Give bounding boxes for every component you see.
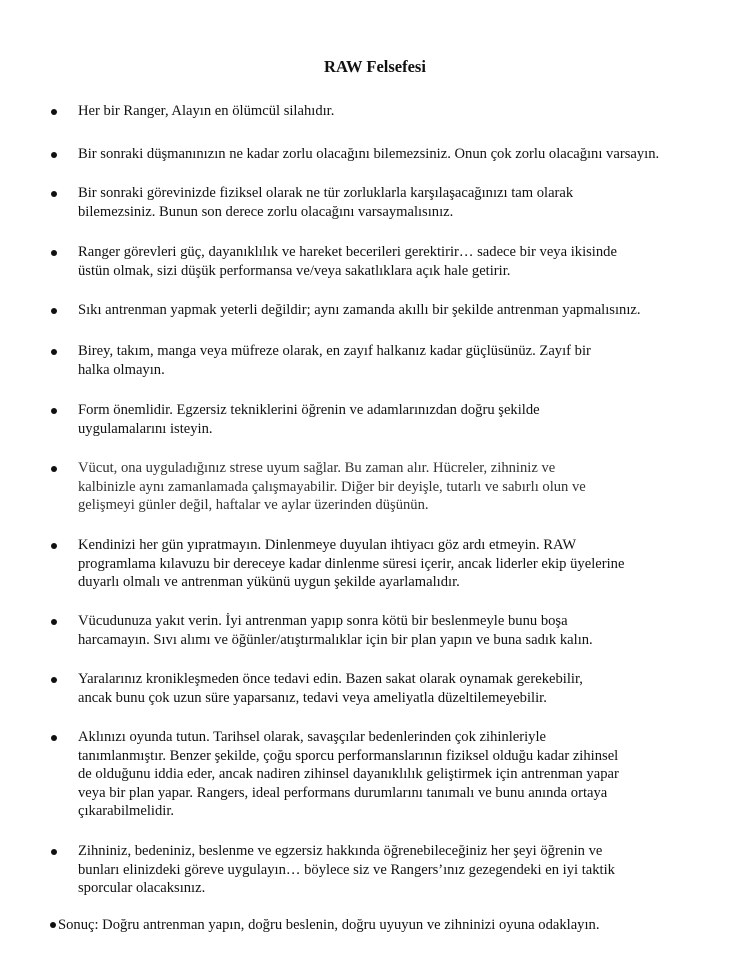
bullet-icon [51,408,57,414]
conclusion-text: Sonuç: Doğru antrenman yapın, doğru beslenin, doğru uyuyun ve zihninizi oyuna odaklayın. [58,917,600,933]
bullet-icon [51,619,57,625]
list-item-text: Birey, takım, manga veya müfreze olarak, en zayıf halkanız kadar güçlüsünüz. Zayıf bir halka olmayın. [78,343,591,378]
list-item-text: Vücudunuza yakıt verin. İyi antrenman yapıp sonra kötü bir beslenmeyle bunu boşa harcamayın. Sıvı alımı ve öğünler/atıştırmalıklar için bir plan yapın ve buna sadık kalın. [78,613,593,648]
document-title: RAW Felsefesi [324,57,426,76]
list-item-text: Aklınızı oyunda tutun. Tarihsel olarak, savaşçılar bedenlerinden çok zihinleriyle tanımlanmıştır. Benzer şekilde, çoğu sporcu performanslarının fiziksel olduğu kadar zihinsel de olduğunu iddia eder, ancak nadiren zihinsel dayanıklılık geliştirmek için antrenman yapar veya bir plan yapar. Rangers, ideal performans durumlarını tanımalı ve bunu anında ortaya çıkarabilmelidir. [78,729,619,820]
list-item-text: Form önemlidir. Egzersiz tekniklerini öğrenin ve adamlarınızdan doğru şekilde uygulamalarını isteyin. [78,402,540,437]
bullet-icon [51,349,57,355]
bullet-icon [51,308,57,314]
bullet-icon [51,152,57,158]
list-item-text: Sıkı antrenman yapmak yeterli değildir; aynı zamanda akıllı bir şekilde antrenman yapmalısınız. [78,302,641,318]
bullet-icon [51,191,57,197]
bullet-icon [51,735,57,741]
list-item-text: Zihniniz, bedeniniz, beslenme ve egzersiz hakkında öğrenebileceğiniz her şeyi öğrenin ve bunları elinizdeki göreve uygulayın… böylece siz ve Rangers’ınız gezegendeki en iyi taktik sporcular olacaksınız. [78,843,615,897]
bullet-icon [51,250,57,256]
list-item-text: Bir sonraki düşmanınızın ne kadar zorlu olacağını bilemezsiniz. Onun çok zorlu olacağını varsayın. [78,146,660,162]
conclusion [50,916,599,935]
list-item-text: Yaralarınız kronikleşmeden önce tedavi edin. Bazen sakat olarak oynamak gerekebilir, ancak bunu çok uzun süre yaparsanız, tedavi veya ameliyatla düzeltilemeyebilir. [78,671,583,706]
list-item-text: Bir sonraki görevinizde fiziksel olarak ne tür zorluklarla karşılaşacağınızı tam olarak bilemezsiniz. Bunun son derece zorlu olacağını varsaymalısınız. [78,185,574,220]
list-item-text: Kendinizi her gün yıpratmayın. Dinlenmeye duyulan ihtiyacı göz ardı etmeyin. RAW programlama kılavuzu bir dereceye kadar dinlenme süresi içerir, ancak liderler ekip üyelerine duyarlı olmalı ve antrenman yükünü uygun şekilde ayarlamalıdır. [78,537,625,591]
list-item-text: Her bir Ranger, Alayın en ölümcül silahıdır. [78,103,335,119]
list-item-text: Ranger görevleri güç, dayanıklılık ve hareket becerileri gerektirir… sadece bir veya ikisinde üstün olmak, sizi düşük performansa ve/veya sakatlıklara açık hale getirir. [78,244,617,279]
bullet-icon [51,466,57,472]
bullet-icon [51,849,57,855]
list-item-text: Vücut, ona uyguladığınız strese uyum sağlar. Bu zaman alır. Hücreler, zihniniz ve kalbinizle aynı zamanlamada çalışmayabilir. Diğer bir deyişle, tutarlı ve sabırlı olun ve gelişmeyi günler değil, haftalar ve aylar üzerinden düşünün. [78,460,586,514]
bullet-icon [50,922,56,928]
bullet-icon [51,109,57,115]
bullet-icon [51,677,57,683]
bullet-icon [51,543,57,549]
